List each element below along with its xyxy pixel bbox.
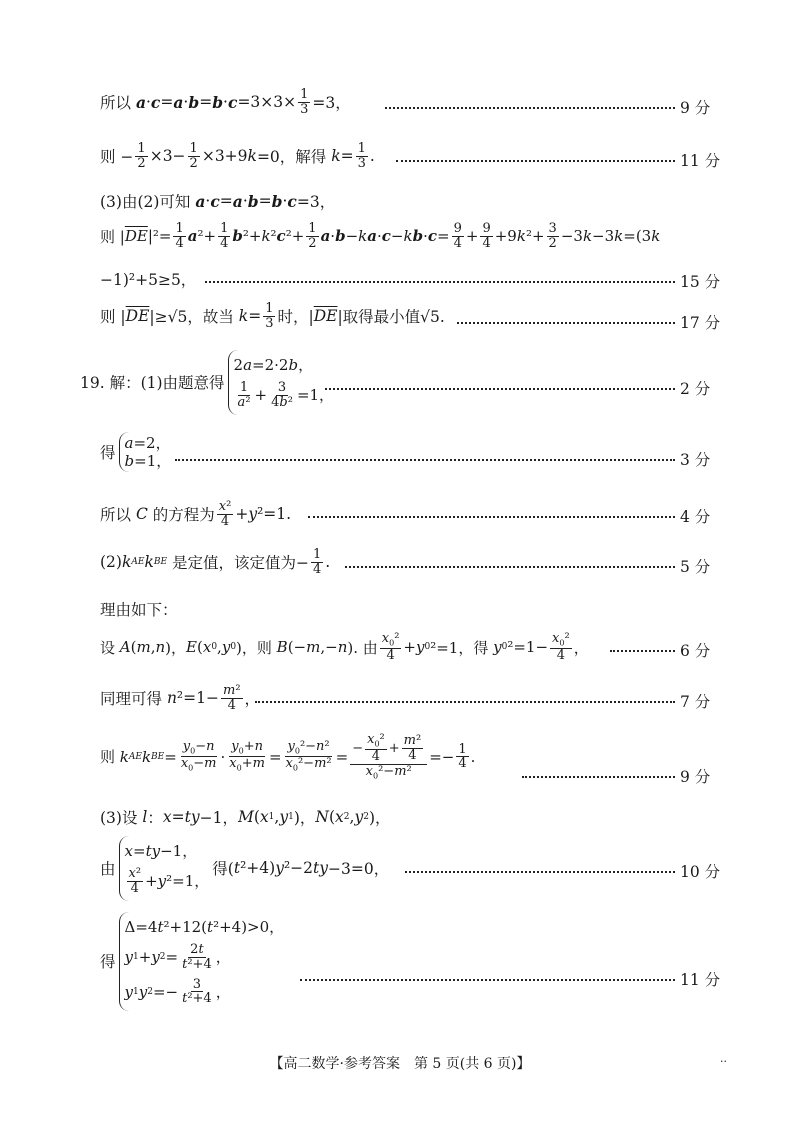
score-label: 9 分 bbox=[680, 99, 711, 117]
score-label: 17 分 bbox=[680, 314, 721, 332]
score-label: 3 分 bbox=[680, 451, 711, 469]
leader-dots bbox=[405, 871, 675, 873]
line-15: (3)设 l ： x = ty −1， M ( x 1 , y 1 )， N ( x 2 , y 2 )， bbox=[100, 808, 391, 827]
score-label: 6 分 bbox=[680, 642, 711, 660]
score-label: 11 分 bbox=[680, 152, 721, 170]
line-5: −1)²+5≥5， bbox=[100, 271, 197, 289]
leader-dots bbox=[522, 776, 675, 778]
line-11: 理由如下： bbox=[100, 601, 178, 619]
line-3: (3)由(2)可知 a · c = a · b = b · c =3， bbox=[100, 191, 336, 211]
footer-mark: ·· bbox=[720, 1055, 727, 1068]
page-footer: 【高二数学·参考答案 第 5 页(共 6 页)】 bbox=[269, 1056, 531, 1072]
score-label: 9 分 bbox=[680, 768, 711, 786]
line-17: 得 Δ=4 t ²+12( t ²+4)>0， y 1 + y 2 = $\frac{2t}{\text{t²+4}}$ ， y 1 y 2 =− $\frac{3}{\text{t²+4}}$ ， bbox=[100, 912, 287, 1011]
line-4: 则 | $\overline{DE}$ |²= $\frac{1}{4}$ a ²+ $\frac{1}{4}$ b ²+ k ² c ²+ $\frac{1}{2}$ a · b − k a · c − k b · c = $\frac{9}{4}$ + $\frac{9}{4}$ +9 k ²+ $\frac{3}{2}$ −3 k −3 k =(3 k bbox=[100, 221, 661, 251]
leader-dots bbox=[308, 516, 675, 518]
line-10: (2) k AE k BE 是定值，该定值为− $\frac{1}{4}$ . bbox=[100, 547, 331, 577]
leader-dots bbox=[396, 160, 675, 162]
line-8: 得 a =2， b =1， bbox=[100, 434, 172, 470]
score-label: 7 分 bbox=[680, 693, 711, 711]
line-12: 设 A ( m , n )， E ( x 0 , y 0 )，则 B (− m ,− n ). 由 $\frac{x_0^2}{4}$ + y 0 ²=1，得 y 0 ²=1− $\frac{x_0^2}{4}$ ， bbox=[100, 631, 589, 663]
line-14: 则 k AE k BE = $\frac{y_0-n}{x_0-m}$ · $\frac{y_0+n}{x_0+m}$ = $\frac{y_0^2-n^2}{x_0^2-m^2}$ = − $\frac{x_0^2}{4}$ + $\frac{\text{m²}}{4}$ $x_0^2-m^2$ =− $\frac{1}{4}$ . bbox=[100, 732, 476, 781]
score-label: 15 分 bbox=[680, 273, 721, 291]
score-label: 11 分 bbox=[680, 971, 721, 989]
score-label: 10 分 bbox=[680, 863, 721, 881]
score-label: 5 分 bbox=[680, 558, 711, 576]
leader-dots bbox=[610, 650, 675, 652]
score-label: 2 分 bbox=[680, 380, 711, 398]
leader-dots bbox=[205, 281, 675, 283]
leader-dots bbox=[175, 459, 675, 461]
leader-dots bbox=[385, 107, 675, 109]
leader-dots bbox=[325, 388, 675, 390]
leader-dots bbox=[255, 701, 675, 703]
leader-dots bbox=[300, 979, 675, 981]
leader-dots bbox=[457, 322, 675, 324]
score-label: 4 分 bbox=[680, 508, 711, 526]
line-7: 19. 解：(1)由题意得 2 a =2·2 b ， $\frac{1}{\text{a²}}$ + $\frac{3}{\text{4b²}}$ =1， bbox=[80, 350, 337, 415]
leader-dots bbox=[345, 566, 675, 568]
line-2: 则 − $\frac{1}{2}$ ×3− $\frac{1}{2}$ ×3+9 k =0，解得 k = $\frac{1}{3}$ . bbox=[100, 141, 375, 171]
line-16: 由 x = ty −1， $\frac{\text{x²}}{4}$ + y ²=1， 得( t ²+4) y ²−2 ty −3=0， bbox=[100, 836, 389, 901]
line-6: 则 | $\overline{DE}$ |≥√5，故当 k = $\frac{1}{3}$ 时，| $\overline{DE}$ |取得最小值√5. bbox=[100, 301, 445, 331]
line-1: 所以 a · c = a · b = b · c =3×3× $\frac{1}{3}$ =3， bbox=[100, 87, 351, 117]
line-13: 同理可得 n ²=1− $\frac{\text{m²}}{4}$ ， bbox=[100, 683, 261, 713]
line-9: 所以 C 的方程为 $\frac{\text{x²}}{4}$ + y ²=1. bbox=[100, 499, 292, 529]
